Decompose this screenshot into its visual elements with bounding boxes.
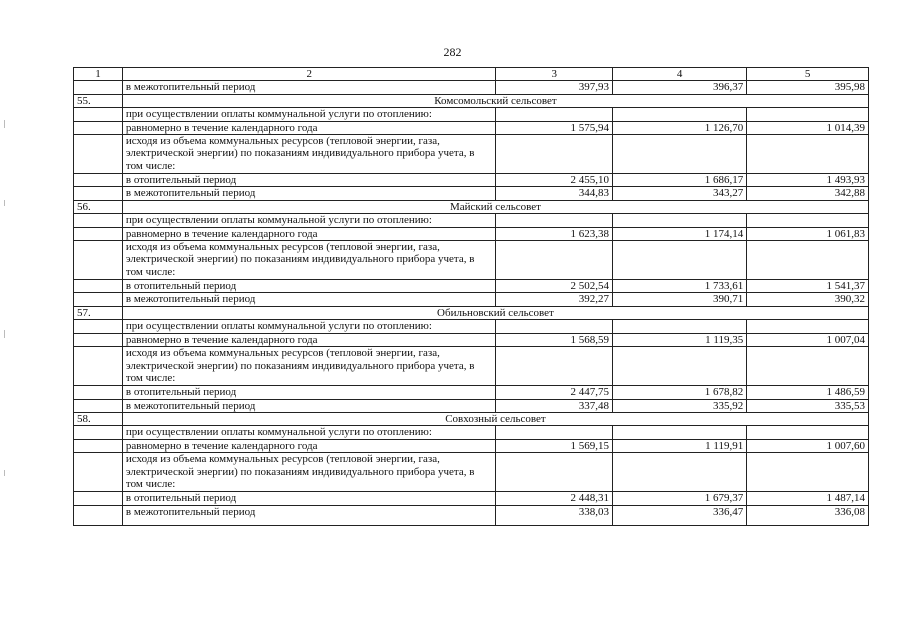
value-cell: 1 623,38: [496, 227, 613, 240]
tariff-table: [73, 67, 869, 526]
row-label: в межотопительный период: [122, 81, 496, 94]
table-row: [74, 320, 869, 333]
value-cell: 397,93: [496, 81, 613, 94]
row-number-cell: [74, 453, 123, 492]
section-title: Комсомольский сельсовет: [122, 94, 868, 107]
section-title-row: [74, 94, 869, 107]
row-number-cell: [74, 187, 123, 200]
row-label: в отопительный период: [122, 280, 496, 293]
table-row: [74, 108, 869, 121]
value-cell: 1 686,17: [613, 174, 747, 187]
value-cell: [613, 135, 747, 174]
column-header: 4: [613, 68, 747, 81]
value-cell: [496, 453, 613, 492]
section-number: 55.: [74, 94, 123, 107]
column-header: 5: [747, 68, 869, 81]
table-row: [74, 174, 869, 187]
value-cell: 2 502,54: [496, 280, 613, 293]
value-cell: 1 119,91: [613, 439, 747, 452]
value-cell: [496, 108, 613, 121]
value-cell: [747, 320, 869, 333]
value-cell: 1 486,59: [747, 386, 869, 399]
value-cell: 390,71: [613, 293, 747, 306]
value-cell: [747, 453, 869, 492]
value-cell: [496, 135, 613, 174]
section-title-row: [74, 306, 869, 319]
row-label: при осуществлении оплаты коммунальной услуги по отоплению:: [122, 320, 496, 333]
value-cell: [496, 426, 613, 439]
value-cell: [747, 108, 869, 121]
row-label: равномерно в течение календарного года: [122, 121, 496, 134]
section-title: Майский сельсовет: [122, 200, 868, 213]
section-title-row: [74, 412, 869, 425]
value-cell: 1 487,14: [747, 492, 869, 505]
value-cell: 1 061,83: [747, 227, 869, 240]
value-cell: [496, 347, 613, 386]
section-number: 56.: [74, 200, 123, 213]
row-number-cell: [74, 214, 123, 227]
value-cell: 1 119,35: [613, 333, 747, 346]
value-cell: 1 679,37: [613, 492, 747, 505]
scan-margin-mark: [4, 470, 5, 476]
value-cell: 338,03: [496, 505, 613, 525]
table-header-row: [74, 68, 869, 81]
value-cell: 1 678,82: [613, 386, 747, 399]
table-row: [74, 135, 869, 174]
value-cell: [496, 320, 613, 333]
value-cell: 344,83: [496, 187, 613, 200]
row-label: исходя из объема коммунальных ресурсов (тепловой энергии, газа, электрической энергии) по показаниям индивидуального прибора учета, в том числе:: [122, 135, 496, 174]
row-label: при осуществлении оплаты коммунальной услуги по отоплению:: [122, 426, 496, 439]
row-label: в межотопительный период: [122, 293, 496, 306]
row-label: исходя из объема коммунальных ресурсов (тепловой энергии, газа, электрической энергии) по показаниям индивидуального прибора учета, в том числе:: [122, 347, 496, 386]
row-label: исходя из объема коммунальных ресурсов (тепловой энергии, газа, электрической энергии) по показаниям индивидуального прибора учета, в том числе:: [122, 453, 496, 492]
table-row: [74, 81, 869, 94]
value-cell: 1 733,61: [613, 280, 747, 293]
row-label: исходя из объема коммунальных ресурсов (тепловой энергии, газа, электрической энергии) по показаниям индивидуального прибора учета, в том числе:: [122, 241, 496, 280]
value-cell: 1 007,04: [747, 333, 869, 346]
section-number: 57.: [74, 306, 123, 319]
table-row: [74, 214, 869, 227]
row-number-cell: [74, 347, 123, 386]
scan-margin-mark: [4, 120, 5, 128]
row-number-cell: [74, 439, 123, 452]
row-number-cell: [74, 505, 123, 525]
page-number: 282: [443, 45, 462, 59]
table-row: [74, 280, 869, 293]
value-cell: [496, 214, 613, 227]
table-row: [74, 187, 869, 200]
table-row: [74, 505, 869, 525]
row-label: в межотопительный период: [122, 399, 496, 412]
table-row: [74, 227, 869, 240]
column-header: 1: [74, 68, 123, 81]
row-number-cell: [74, 492, 123, 505]
value-cell: 396,37: [613, 81, 747, 94]
column-header: 2: [122, 68, 496, 81]
value-cell: 343,27: [613, 187, 747, 200]
value-cell: [747, 347, 869, 386]
value-cell: [613, 426, 747, 439]
value-cell: 337,48: [496, 399, 613, 412]
table-row: [74, 293, 869, 306]
table-row: [74, 399, 869, 412]
value-cell: [496, 241, 613, 280]
table-row: [74, 426, 869, 439]
row-number-cell: [74, 227, 123, 240]
value-cell: 335,53: [747, 399, 869, 412]
value-cell: [613, 108, 747, 121]
value-cell: 392,27: [496, 293, 613, 306]
value-cell: [613, 214, 747, 227]
value-cell: 1 007,60: [747, 439, 869, 452]
value-cell: [747, 241, 869, 280]
table-row: [74, 121, 869, 134]
table-row: [74, 386, 869, 399]
value-cell: 1 569,15: [496, 439, 613, 452]
row-label: равномерно в течение календарного года: [122, 333, 496, 346]
row-label: равномерно в течение календарного года: [122, 439, 496, 452]
value-cell: 1 568,59: [496, 333, 613, 346]
value-cell: 336,08: [747, 505, 869, 525]
row-number-cell: [74, 293, 123, 306]
row-label: равномерно в течение календарного года: [122, 227, 496, 240]
value-cell: 1 174,14: [613, 227, 747, 240]
table-row: [74, 439, 869, 452]
row-label: при осуществлении оплаты коммунальной услуги по отоплению:: [122, 214, 496, 227]
value-cell: [613, 241, 747, 280]
row-number-cell: [74, 81, 123, 94]
table-row: [74, 241, 869, 280]
row-number-cell: [74, 399, 123, 412]
value-cell: 2 448,31: [496, 492, 613, 505]
section-number: 58.: [74, 412, 123, 425]
table-row: [74, 347, 869, 386]
row-label: в межотопительный период: [122, 505, 496, 525]
value-cell: 395,98: [747, 81, 869, 94]
row-number-cell: [74, 135, 123, 174]
row-number-cell: [74, 426, 123, 439]
row-number-cell: [74, 333, 123, 346]
row-number-cell: [74, 108, 123, 121]
column-header: 3: [496, 68, 613, 81]
value-cell: 2 455,10: [496, 174, 613, 187]
row-number-cell: [74, 280, 123, 293]
value-cell: [613, 320, 747, 333]
value-cell: 1 575,94: [496, 121, 613, 134]
row-number-cell: [74, 386, 123, 399]
table-row: [74, 492, 869, 505]
value-cell: 1 014,39: [747, 121, 869, 134]
value-cell: 1 126,70: [613, 121, 747, 134]
value-cell: 1 541,37: [747, 280, 869, 293]
value-cell: [747, 214, 869, 227]
section-title: Совхозный сельсовет: [122, 412, 868, 425]
value-cell: 2 447,75: [496, 386, 613, 399]
value-cell: 342,88: [747, 187, 869, 200]
value-cell: 390,32: [747, 293, 869, 306]
table-row: [74, 453, 869, 492]
section-title: Обильновский сельсовет: [122, 306, 868, 319]
value-cell: 1 493,93: [747, 174, 869, 187]
value-cell: [747, 135, 869, 174]
value-cell: [747, 426, 869, 439]
row-label: в отопительный период: [122, 492, 496, 505]
section-title-row: [74, 200, 869, 213]
row-label: в отопительный период: [122, 174, 496, 187]
row-number-cell: [74, 241, 123, 280]
value-cell: [613, 347, 747, 386]
value-cell: 336,47: [613, 505, 747, 525]
row-label: в отопительный период: [122, 386, 496, 399]
row-number-cell: [74, 320, 123, 333]
value-cell: [613, 453, 747, 492]
value-cell: 335,92: [613, 399, 747, 412]
row-number-cell: [74, 121, 123, 134]
row-label: при осуществлении оплаты коммунальной услуги по отоплению:: [122, 108, 496, 121]
table-row: [74, 333, 869, 346]
row-number-cell: [74, 174, 123, 187]
scan-margin-mark: [4, 330, 5, 338]
scan-margin-mark: [4, 200, 5, 206]
row-label: в межотопительный период: [122, 187, 496, 200]
